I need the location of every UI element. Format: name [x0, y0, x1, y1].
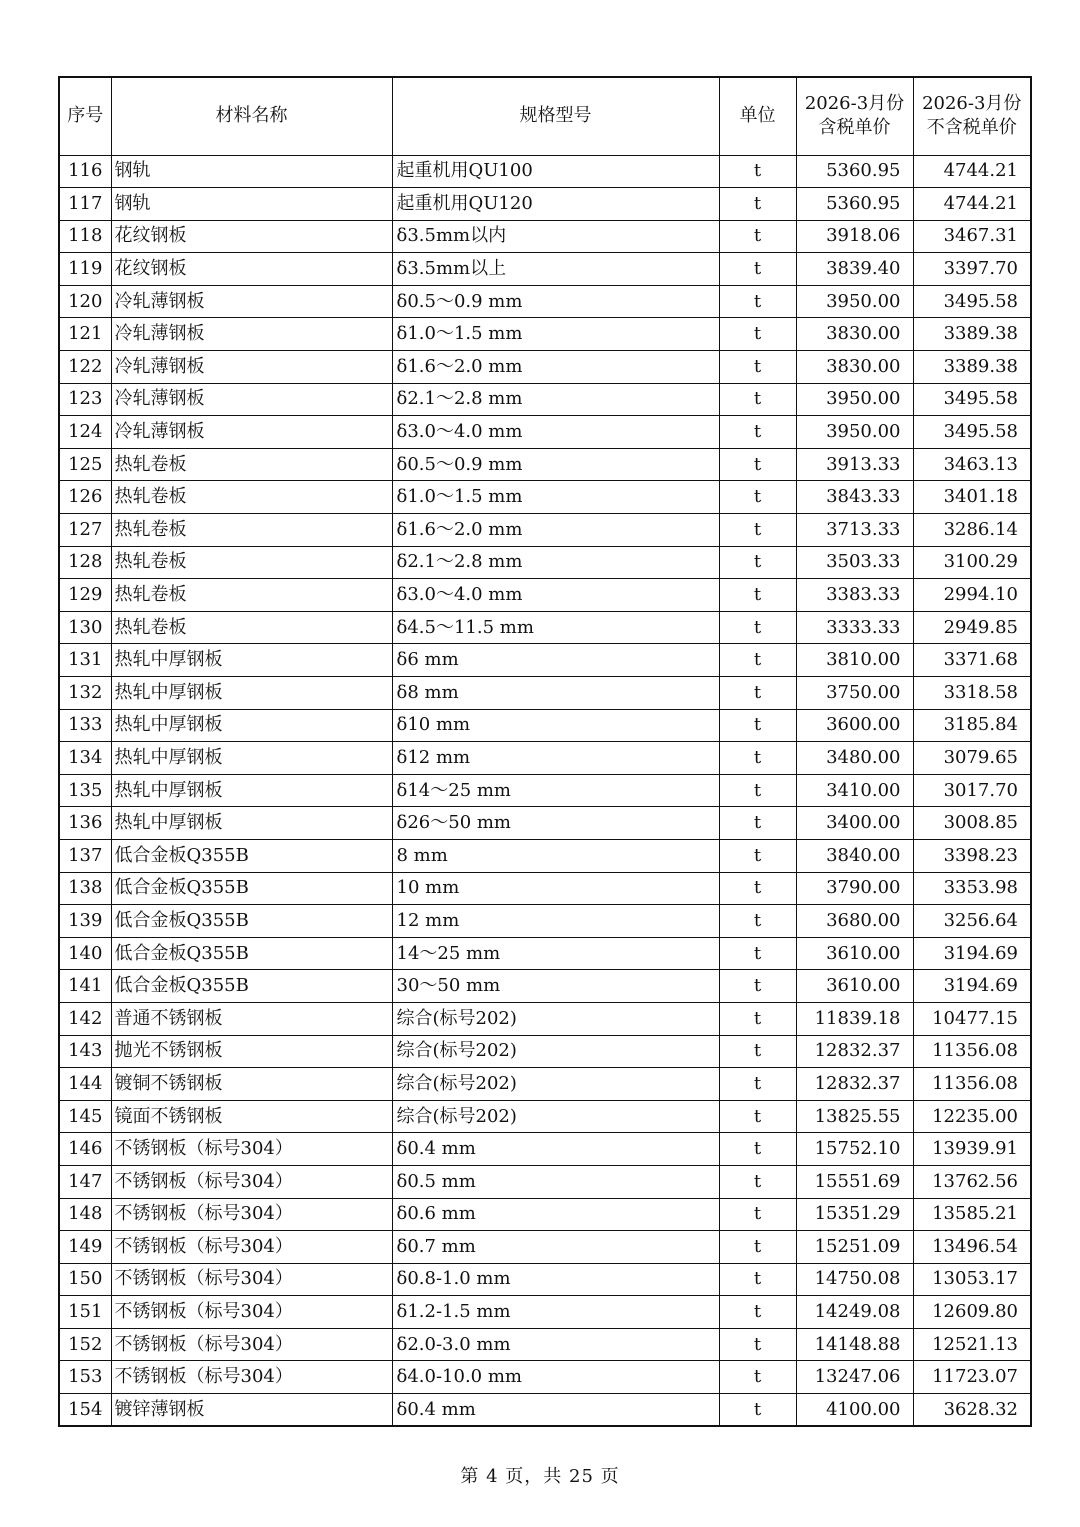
cell-price-tax: 3480.00 — [796, 742, 913, 775]
cell-price-tax: 3950.00 — [796, 285, 913, 318]
cell-price-notax: 3318.58 — [913, 677, 1031, 710]
header-name: 材料名称 — [111, 77, 392, 155]
cell-price-notax: 3628.32 — [913, 1394, 1031, 1427]
cell-unit: t — [719, 1035, 796, 1068]
header-no: 序号 — [59, 77, 111, 155]
cell-no: 150 — [59, 1263, 111, 1296]
table-row — [59, 285, 1031, 318]
cell-price-tax: 3830.00 — [796, 351, 913, 384]
cell-spec: δ10 mm — [392, 709, 719, 742]
cell-price-notax: 3401.18 — [913, 481, 1031, 514]
cell-unit: t — [719, 416, 796, 449]
cell-spec: 30～50 mm — [392, 970, 719, 1003]
cell-price-tax: 15551.69 — [796, 1165, 913, 1198]
cell-name: 镀锌薄钢板 — [111, 1394, 392, 1427]
cell-name: 热轧中厚钢板 — [111, 709, 392, 742]
cell-no: 127 — [59, 514, 111, 547]
cell-name: 热轧中厚钢板 — [111, 774, 392, 807]
cell-spec: δ3.0～4.0 mm — [392, 579, 719, 612]
table-row — [59, 611, 1031, 644]
header-price-tax — [796, 77, 913, 155]
cell-unit: t — [719, 774, 796, 807]
cell-no: 146 — [59, 1133, 111, 1166]
cell-no: 131 — [59, 644, 111, 677]
cell-price-tax: 15251.09 — [796, 1231, 913, 1264]
cell-price-tax: 13825.55 — [796, 1100, 913, 1133]
cell-spec: δ12 mm — [392, 742, 719, 775]
cell-unit: t — [719, 318, 796, 351]
cell-price-notax: 3194.69 — [913, 937, 1031, 970]
table-row — [59, 709, 1031, 742]
cell-price-notax: 3398.23 — [913, 839, 1031, 872]
cell-name: 不锈钢板（标号304） — [111, 1328, 392, 1361]
cell-unit: t — [719, 1198, 796, 1231]
cell-spec: δ3.0～4.0 mm — [392, 416, 719, 449]
cell-unit: t — [719, 970, 796, 1003]
cell-price-notax: 3079.65 — [913, 742, 1031, 775]
cell-unit: t — [719, 1165, 796, 1198]
table-row — [59, 220, 1031, 253]
cell-price-notax: 3008.85 — [913, 807, 1031, 840]
cell-spec: 综合(标号202) — [392, 1002, 719, 1035]
table-row — [59, 1263, 1031, 1296]
cell-name: 不锈钢板（标号304） — [111, 1231, 392, 1264]
cell-spec: 8 mm — [392, 839, 719, 872]
cell-no: 143 — [59, 1035, 111, 1068]
cell-spec: δ1.6～2.0 mm — [392, 351, 719, 384]
cell-spec: 10 mm — [392, 872, 719, 905]
table-row — [59, 774, 1031, 807]
cell-price-tax: 3918.06 — [796, 220, 913, 253]
cell-unit: t — [719, 1296, 796, 1329]
cell-price-tax: 3750.00 — [796, 677, 913, 710]
table-row — [59, 188, 1031, 221]
price-table — [58, 76, 1032, 1427]
cell-price-tax: 14148.88 — [796, 1328, 913, 1361]
cell-no: 124 — [59, 416, 111, 449]
cell-price-notax: 3463.13 — [913, 448, 1031, 481]
table-row — [59, 1296, 1031, 1329]
cell-price-notax: 11723.07 — [913, 1361, 1031, 1394]
cell-no: 119 — [59, 253, 111, 286]
cell-unit: t — [719, 905, 796, 938]
cell-price-notax: 3194.69 — [913, 970, 1031, 1003]
cell-unit: t — [719, 872, 796, 905]
cell-price-tax: 3600.00 — [796, 709, 913, 742]
cell-spec: 起重机用QU120 — [392, 188, 719, 221]
cell-price-tax: 12832.37 — [796, 1035, 913, 1068]
cell-no: 153 — [59, 1361, 111, 1394]
cell-unit: t — [719, 807, 796, 840]
cell-name: 热轧中厚钢板 — [111, 677, 392, 710]
cell-spec: δ3.5mm以内 — [392, 220, 719, 253]
table-row — [59, 905, 1031, 938]
cell-spec: δ4.0-10.0 mm — [392, 1361, 719, 1394]
table-row — [59, 1133, 1031, 1166]
cell-price-notax: 4744.21 — [913, 155, 1031, 188]
cell-name: 不锈钢板（标号304） — [111, 1296, 392, 1329]
cell-no: 134 — [59, 742, 111, 775]
cell-spec: δ0.5～0.9 mm — [392, 448, 719, 481]
cell-no: 135 — [59, 774, 111, 807]
cell-price-notax: 3256.64 — [913, 905, 1031, 938]
cell-unit: t — [719, 514, 796, 547]
cell-no: 121 — [59, 318, 111, 351]
table-row — [59, 1231, 1031, 1264]
cell-price-tax: 3610.00 — [796, 970, 913, 1003]
cell-unit: t — [719, 839, 796, 872]
table-row — [59, 514, 1031, 547]
cell-unit: t — [719, 1231, 796, 1264]
cell-price-notax: 3495.58 — [913, 416, 1031, 449]
cell-unit: t — [719, 709, 796, 742]
cell-unit: t — [719, 937, 796, 970]
cell-name: 镀铜不锈钢板 — [111, 1068, 392, 1101]
cell-spec: δ0.6 mm — [392, 1198, 719, 1231]
cell-unit: t — [719, 742, 796, 775]
cell-unit: t — [719, 351, 796, 384]
table-row — [59, 742, 1031, 775]
header-row — [59, 77, 1031, 155]
cell-no: 148 — [59, 1198, 111, 1231]
cell-price-notax: 10477.15 — [913, 1002, 1031, 1035]
table-row — [59, 644, 1031, 677]
table-row — [59, 1361, 1031, 1394]
cell-spec: δ4.5～11.5 mm — [392, 611, 719, 644]
cell-spec: δ6 mm — [392, 644, 719, 677]
table-row — [59, 546, 1031, 579]
cell-price-tax: 15351.29 — [796, 1198, 913, 1231]
table-row — [59, 937, 1031, 970]
cell-spec: 起重机用QU100 — [392, 155, 719, 188]
cell-spec: 12 mm — [392, 905, 719, 938]
table-row — [59, 1165, 1031, 1198]
table-row — [59, 872, 1031, 905]
cell-price-tax: 3950.00 — [796, 383, 913, 416]
cell-price-notax: 3371.68 — [913, 644, 1031, 677]
cell-price-tax: 14249.08 — [796, 1296, 913, 1329]
cell-price-notax: 11356.08 — [913, 1035, 1031, 1068]
cell-name: 冷轧薄钢板 — [111, 318, 392, 351]
cell-no: 126 — [59, 481, 111, 514]
header-price-tax-line2: 含税单价 — [818, 117, 891, 139]
cell-no: 141 — [59, 970, 111, 1003]
cell-spec: 综合(标号202) — [392, 1035, 719, 1068]
cell-unit: t — [719, 383, 796, 416]
table-row — [59, 416, 1031, 449]
cell-price-tax: 3713.33 — [796, 514, 913, 547]
cell-price-notax: 3495.58 — [913, 383, 1031, 416]
cell-name: 热轧卷板 — [111, 546, 392, 579]
cell-price-tax: 3680.00 — [796, 905, 913, 938]
cell-price-tax: 3830.00 — [796, 318, 913, 351]
cell-no: 137 — [59, 839, 111, 872]
cell-name: 低合金板Q355B — [111, 937, 392, 970]
cell-price-notax: 4744.21 — [913, 188, 1031, 221]
table-row — [59, 807, 1031, 840]
cell-price-tax: 13247.06 — [796, 1361, 913, 1394]
cell-no: 118 — [59, 220, 111, 253]
cell-no: 128 — [59, 546, 111, 579]
cell-price-notax: 3397.70 — [913, 253, 1031, 286]
cell-name: 不锈钢板（标号304） — [111, 1263, 392, 1296]
cell-price-notax: 2994.10 — [913, 579, 1031, 612]
cell-name: 低合金板Q355B — [111, 970, 392, 1003]
cell-unit: t — [719, 188, 796, 221]
cell-name: 不锈钢板（标号304） — [111, 1165, 392, 1198]
cell-unit: t — [719, 1100, 796, 1133]
cell-unit: t — [719, 677, 796, 710]
cell-price-tax: 5360.95 — [796, 155, 913, 188]
table-row — [59, 155, 1031, 188]
cell-no: 138 — [59, 872, 111, 905]
cell-price-notax: 3353.98 — [913, 872, 1031, 905]
cell-price-notax: 3495.58 — [913, 285, 1031, 318]
table-row — [59, 1068, 1031, 1101]
cell-no: 129 — [59, 579, 111, 612]
table-row — [59, 579, 1031, 612]
cell-price-notax: 3389.38 — [913, 318, 1031, 351]
page-footer: 第 4 页，共 25 页 — [460, 1466, 620, 1487]
cell-name: 花纹钢板 — [111, 253, 392, 286]
cell-spec: δ0.8-1.0 mm — [392, 1263, 719, 1296]
table-body — [59, 155, 1031, 1426]
cell-spec: δ0.5 mm — [392, 1165, 719, 1198]
cell-price-notax: 13053.17 — [913, 1263, 1031, 1296]
cell-price-notax: 12609.80 — [913, 1296, 1031, 1329]
table-header — [59, 77, 1031, 155]
cell-name: 不锈钢板（标号304） — [111, 1198, 392, 1231]
cell-unit: t — [719, 579, 796, 612]
cell-name: 冷轧薄钢板 — [111, 285, 392, 318]
cell-unit: t — [719, 1002, 796, 1035]
cell-no: 144 — [59, 1068, 111, 1101]
cell-name: 热轧中厚钢板 — [111, 807, 392, 840]
cell-unit: t — [719, 1361, 796, 1394]
cell-price-tax: 3790.00 — [796, 872, 913, 905]
cell-name: 不锈钢板（标号304） — [111, 1133, 392, 1166]
cell-no: 149 — [59, 1231, 111, 1264]
header-unit: 单位 — [719, 77, 796, 155]
cell-no: 139 — [59, 905, 111, 938]
cell-unit: t — [719, 1133, 796, 1166]
header-price-notax-line1: 2026-3月份 — [922, 93, 1022, 115]
cell-spec: 综合(标号202) — [392, 1068, 719, 1101]
table-row — [59, 1002, 1031, 1035]
table-row — [59, 1035, 1031, 1068]
cell-price-tax: 3610.00 — [796, 937, 913, 970]
header-price-notax-line2: 不含税单价 — [926, 117, 1017, 139]
cell-name: 不锈钢板（标号304） — [111, 1361, 392, 1394]
cell-price-tax: 15752.10 — [796, 1133, 913, 1166]
table-row — [59, 318, 1031, 351]
cell-name: 冷轧薄钢板 — [111, 383, 392, 416]
cell-price-tax: 5360.95 — [796, 188, 913, 221]
cell-no: 117 — [59, 188, 111, 221]
cell-unit: t — [719, 1263, 796, 1296]
cell-spec: δ14～25 mm — [392, 774, 719, 807]
cell-no: 120 — [59, 285, 111, 318]
cell-name: 低合金板Q355B — [111, 872, 392, 905]
cell-name: 花纹钢板 — [111, 220, 392, 253]
cell-name: 钢轨 — [111, 188, 392, 221]
cell-spec: δ26～50 mm — [392, 807, 719, 840]
cell-price-tax: 12832.37 — [796, 1068, 913, 1101]
cell-no: 116 — [59, 155, 111, 188]
table-row — [59, 1394, 1031, 1427]
cell-no: 122 — [59, 351, 111, 384]
cell-unit: t — [719, 546, 796, 579]
cell-price-tax: 3950.00 — [796, 416, 913, 449]
cell-price-tax: 3400.00 — [796, 807, 913, 840]
header-price-notax — [913, 77, 1031, 155]
cell-price-tax: 3503.33 — [796, 546, 913, 579]
cell-no: 147 — [59, 1165, 111, 1198]
cell-price-notax: 12521.13 — [913, 1328, 1031, 1361]
cell-name: 热轧卷板 — [111, 448, 392, 481]
cell-unit: t — [719, 481, 796, 514]
cell-price-tax: 3383.33 — [796, 579, 913, 612]
cell-unit: t — [719, 611, 796, 644]
cell-price-notax: 2949.85 — [913, 611, 1031, 644]
table-row — [59, 677, 1031, 710]
cell-price-notax: 11356.08 — [913, 1068, 1031, 1101]
cell-price-notax: 13939.91 — [913, 1133, 1031, 1166]
cell-spec: 14～25 mm — [392, 937, 719, 970]
cell-spec: δ1.2-1.5 mm — [392, 1296, 719, 1329]
cell-no: 130 — [59, 611, 111, 644]
cell-spec: 综合(标号202) — [392, 1100, 719, 1133]
cell-name: 热轧卷板 — [111, 481, 392, 514]
cell-no: 142 — [59, 1002, 111, 1035]
table-row — [59, 253, 1031, 286]
cell-spec: δ0.4 mm — [392, 1133, 719, 1166]
cell-unit: t — [719, 1328, 796, 1361]
cell-price-notax: 12235.00 — [913, 1100, 1031, 1133]
table-row — [59, 970, 1031, 1003]
cell-spec: δ2.0-3.0 mm — [392, 1328, 719, 1361]
cell-no: 145 — [59, 1100, 111, 1133]
cell-name: 冷轧薄钢板 — [111, 351, 392, 384]
table-row — [59, 1198, 1031, 1231]
cell-unit: t — [719, 448, 796, 481]
cell-name: 热轧卷板 — [111, 514, 392, 547]
cell-spec: δ0.4 mm — [392, 1394, 719, 1427]
cell-price-notax: 3185.84 — [913, 709, 1031, 742]
table-row — [59, 839, 1031, 872]
cell-price-tax: 14750.08 — [796, 1263, 913, 1296]
header-spec: 规格型号 — [392, 77, 719, 155]
cell-name: 热轧卷板 — [111, 611, 392, 644]
cell-name: 冷轧薄钢板 — [111, 416, 392, 449]
cell-price-notax: 3017.70 — [913, 774, 1031, 807]
cell-no: 133 — [59, 709, 111, 742]
table-row — [59, 448, 1031, 481]
table-row — [59, 351, 1031, 384]
cell-price-tax: 3810.00 — [796, 644, 913, 677]
table-row — [59, 481, 1031, 514]
table-row — [59, 1100, 1031, 1133]
cell-spec: δ1.6～2.0 mm — [392, 514, 719, 547]
cell-spec: δ0.7 mm — [392, 1231, 719, 1264]
cell-no: 140 — [59, 937, 111, 970]
table-row — [59, 1328, 1031, 1361]
cell-spec: δ2.1～2.8 mm — [392, 546, 719, 579]
cell-unit: t — [719, 155, 796, 188]
cell-price-tax: 3410.00 — [796, 774, 913, 807]
cell-price-notax: 3100.29 — [913, 546, 1031, 579]
cell-unit: t — [719, 1068, 796, 1101]
cell-unit: t — [719, 220, 796, 253]
cell-unit: t — [719, 253, 796, 286]
cell-price-tax: 3840.00 — [796, 839, 913, 872]
table-row — [59, 383, 1031, 416]
cell-name: 低合金板Q355B — [111, 905, 392, 938]
cell-spec: δ2.1～2.8 mm — [392, 383, 719, 416]
cell-price-notax: 13762.56 — [913, 1165, 1031, 1198]
header-price-tax-line1: 2026-3月份 — [804, 93, 905, 115]
cell-price-tax: 3913.33 — [796, 448, 913, 481]
cell-name: 抛光不锈钢板 — [111, 1035, 392, 1068]
cell-name: 镜面不锈钢板 — [111, 1100, 392, 1133]
cell-price-notax: 3389.38 — [913, 351, 1031, 384]
cell-no: 151 — [59, 1296, 111, 1329]
cell-name: 普通不锈钢板 — [111, 1002, 392, 1035]
cell-price-tax: 3839.40 — [796, 253, 913, 286]
cell-name: 钢轨 — [111, 155, 392, 188]
cell-name: 热轧中厚钢板 — [111, 742, 392, 775]
cell-spec: δ1.0～1.5 mm — [392, 318, 719, 351]
cell-price-tax: 11839.18 — [796, 1002, 913, 1035]
cell-no: 136 — [59, 807, 111, 840]
cell-name: 热轧卷板 — [111, 579, 392, 612]
cell-price-notax: 3286.14 — [913, 514, 1031, 547]
cell-name: 热轧中厚钢板 — [111, 644, 392, 677]
cell-unit: t — [719, 1394, 796, 1427]
cell-spec: δ1.0～1.5 mm — [392, 481, 719, 514]
cell-unit: t — [719, 644, 796, 677]
cell-price-tax: 3843.33 — [796, 481, 913, 514]
cell-no: 123 — [59, 383, 111, 416]
cell-no: 132 — [59, 677, 111, 710]
cell-spec: δ8 mm — [392, 677, 719, 710]
cell-price-notax: 13496.54 — [913, 1231, 1031, 1264]
cell-spec: δ3.5mm以上 — [392, 253, 719, 286]
cell-no: 152 — [59, 1328, 111, 1361]
cell-unit: t — [719, 285, 796, 318]
cell-spec: δ0.5～0.9 mm — [392, 285, 719, 318]
cell-price-notax: 3467.31 — [913, 220, 1031, 253]
cell-price-notax: 13585.21 — [913, 1198, 1031, 1231]
cell-no: 125 — [59, 448, 111, 481]
cell-no: 154 — [59, 1394, 111, 1427]
cell-name: 低合金板Q355B — [111, 839, 392, 872]
cell-price-tax: 3333.33 — [796, 611, 913, 644]
cell-price-tax: 4100.00 — [796, 1394, 913, 1427]
